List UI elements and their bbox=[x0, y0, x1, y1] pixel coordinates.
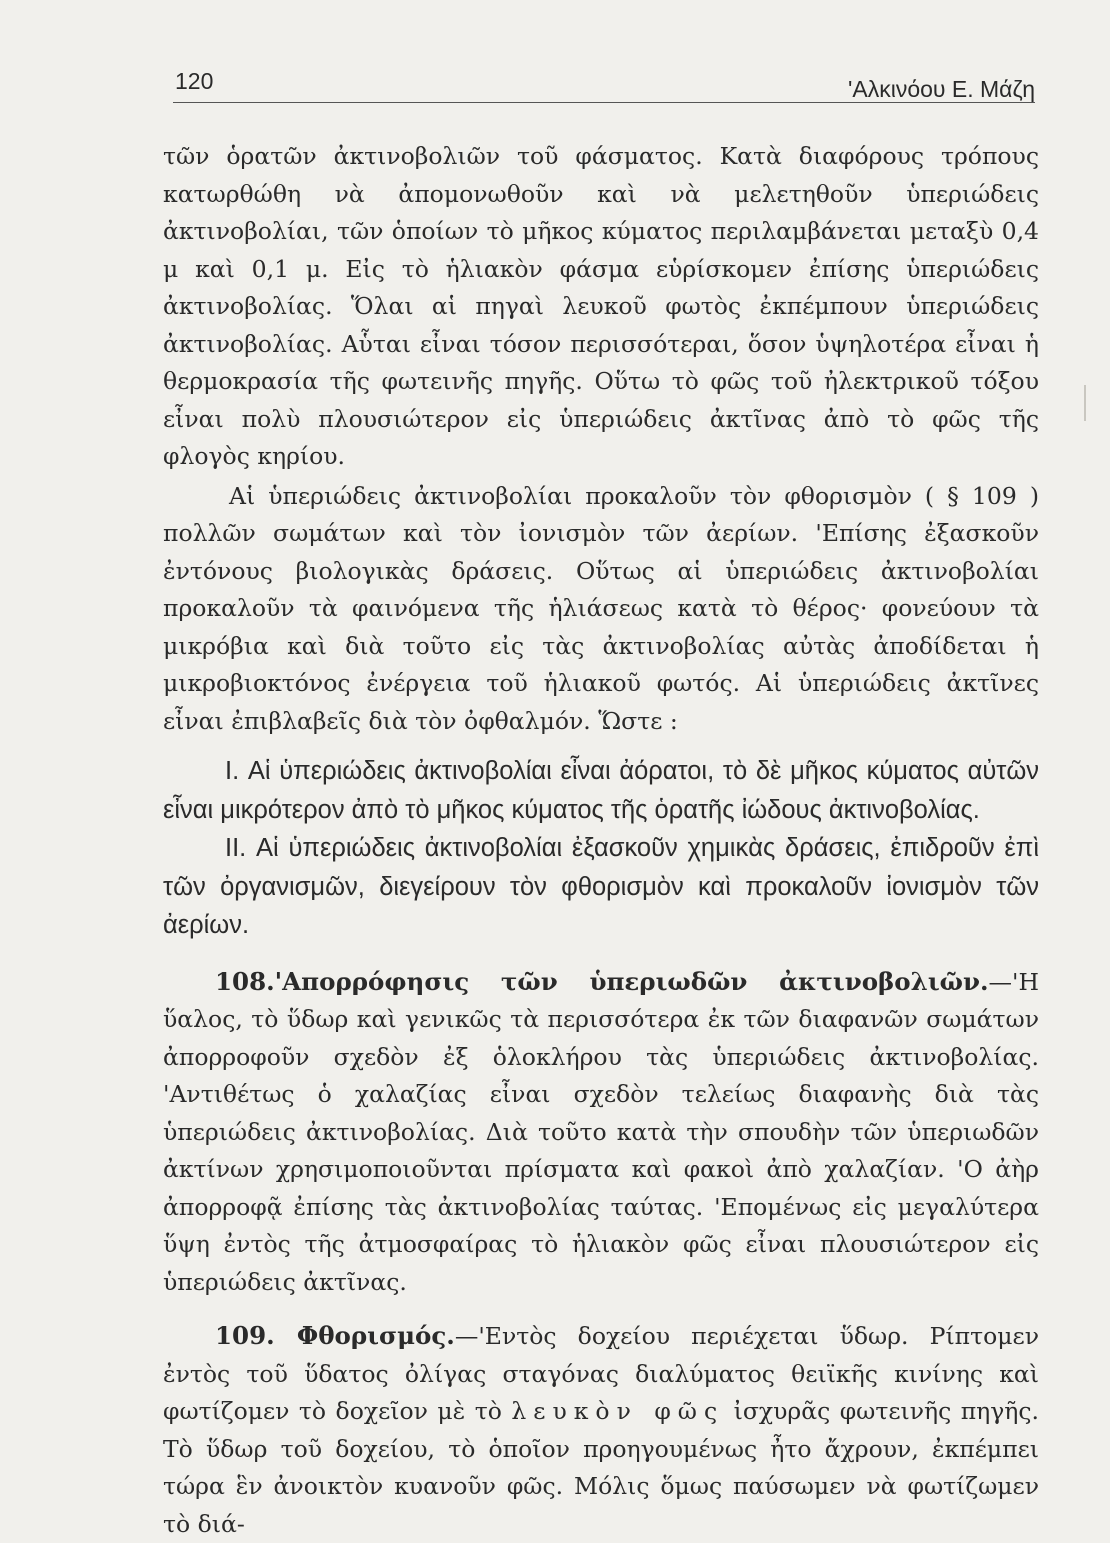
numbered-point-2: II. Αἱ ὑπεριώδεις ἀκτινοβολίαι ἐξασκοῦν χημικὰς δράσεις, ἐπιδροῦν ἐπὶ τῶν ὀργανισμῶν, διεγείρουν τὸν φθορισμὸν καὶ προκαλοῦν ἰονισμὸν τῶν ἀερίων. bbox=[163, 834, 1039, 939]
page-edge-mark bbox=[1084, 385, 1086, 421]
section-108-heading: 108.'Απορρόφησις τῶν ὑπεριωδῶν ἀκτινοβολιῶν. bbox=[215, 966, 989, 996]
section-109-spaced-phrase: λευκὸν φῶς bbox=[511, 1397, 725, 1425]
section-108-text: —'Η ὕαλος, τὸ ὕδωρ καὶ γενικῶς τὰ περισσότερα ἐκ τῶν διαφανῶν σωμάτων ἀπορροφοῦν σχεδὸν ἐξ ὁλοκλήρου τὰς ὑπεριώδεις ἀκτινοβολίας. 'Αντιθέτως ὁ χαλαζίας εἶναι σχεδὸν τελείως διαφανὴς διὰ τὰς ὑπεριώδεις ἀκτινοβολίας. Διὰ τοῦτο κατὰ τὴν σπουδὴν τῶν ὑπεριωδῶν ἀκτίνων χρησιμοποιοῦνται πρίσματα καὶ φακοὶ ἀπὸ χαλαζίαν. 'Ο ἀὴρ ἀπορροφᾷ ἐπίσης τὰς ἀκτινοβολίας ταύτας. 'Επομένως εἰς μεγαλύτερα ὕψη ἐντὸς τῆς ἀτμοσφαίρας τὸ ἡλιακὸν φῶς εἶναι πλουσιώτερον εἰς ὑπεριώδεις ἀκτῖνας. bbox=[163, 967, 1039, 1296]
section-108 bbox=[163, 963, 1039, 1302]
page-number: 120 bbox=[175, 68, 214, 94]
paragraph-uv-effects: Αἱ ὑπεριώδεις ἀκτινοβολίαι προκαλοῦν τὸν φθορισμὸν ( § 109 ) πολλῶν σωμάτων καὶ τὸν ἰονισμὸν τῶν ἀερίων. 'Επίσης ἐξασκοῦν ἐντόνους βιολογικὰς δράσεις. Οὕτως αἱ ὑπεριώδεις ἀκτινοβολίαι προκαλοῦν τὰ φαινόμενα τῆς ἡλιάσεως κατὰ τὸ θέρος· φονεύουν τὰ μικρόβια καὶ διὰ τοῦτο εἰς τὰς ἀκτινοβολίας αὐτὰς ἀποδίδεται ἡ μικροβιοκτόνος ἐνέργεια τοῦ ἡλιακοῦ φωτός. Αἱ ὑπεριώδεις ἀκτῖνες εἶναι ἐπιβλαβεῖς διὰ τὸν ὀφθαλμόν. Ὥστε : bbox=[163, 481, 1039, 735]
section-109 bbox=[163, 1317, 1039, 1543]
section-109-text-after: ἰσχυρᾶς φωτεινῆς πηγῆς. Τὸ ὕδωρ τοῦ δοχείου, τὸ ὁποῖον προηγουμένως ἦτο ἄχρουν, ἐκπέμπει τώρα ἓν ἀνοικτὸν κυανοῦν φῶς. Μόλις ὅμως παύσωμεν νὰ φωτίζωμεν τὸ διά- bbox=[163, 1397, 1039, 1538]
section-109-text-before: —'Εντὸς δοχείου περιέχεται ὕδωρ. Ρίπτομεν ἐντὸς τοῦ ὕδατος ὀλίγας σταγόνας διαλύματος θειϊκῆς κινίνης καὶ φωτίζομεν τὸ δοχεῖον μὲ τὸ bbox=[163, 1322, 1039, 1425]
page-body bbox=[163, 138, 1039, 1543]
paragraph-continuation: τῶν ὁρατῶν ἀκτινοβολιῶν τοῦ φάσματος. Κατὰ διαφόρους τρόπους κατωρθώθη νὰ ἀπομονωθοῦν καὶ νὰ μελετηθοῦν ὑπεριώδεις ἀκτινοβολίαι, τῶν ὁποίων τὸ μῆκος κύματος περιλαμβάνεται μεταξὺ 0,4 μ καὶ 0,1 μ. Εἰς τὸ ἡλιακὸν φάσμα εὑρίσκομεν ἐπίσης ὑπεριώδεις ἀκτινοβολίας. Ὅλαι αἱ πηγαὶ λευκοῦ φωτὸς ἐκπέμπουν ὑπεριώδεις ἀκτινοβολίας. Αὗται εἶναι τόσον περισσότεραι, ὅσον ὑψηλοτέρα εἶναι ἡ θερμοκρασία τῆς φωτεινῆς πηγῆς. Οὕτω τὸ φῶς τοῦ ἠλεκτρικοῦ τόξου εἶναι πολὺ πλουσιώτερον εἰς ὑπεριώδεις ἀκτῖνας ἀπὸ τὸ φῶς τῆς φλογὸς κηρίου. bbox=[163, 142, 1039, 470]
page-header bbox=[173, 62, 1035, 103]
running-head: 'Αλκινόου Ε. Μάζη bbox=[848, 76, 1035, 102]
section-109-heading: 109. Φθορισμός. bbox=[215, 1321, 455, 1350]
numbered-point-1: I. Αἱ ὑπεριώδεις ἀκτινοβολίαι εἶναι ἀόρατοι, τὸ δὲ μῆκος κύματος αὐτῶν εἶναι μικρότερον ἀπὸ τὸ μῆκος κύματος τῆς ὁρατῆς ἰώδους ἀκτινοβολίας. bbox=[163, 757, 1039, 824]
